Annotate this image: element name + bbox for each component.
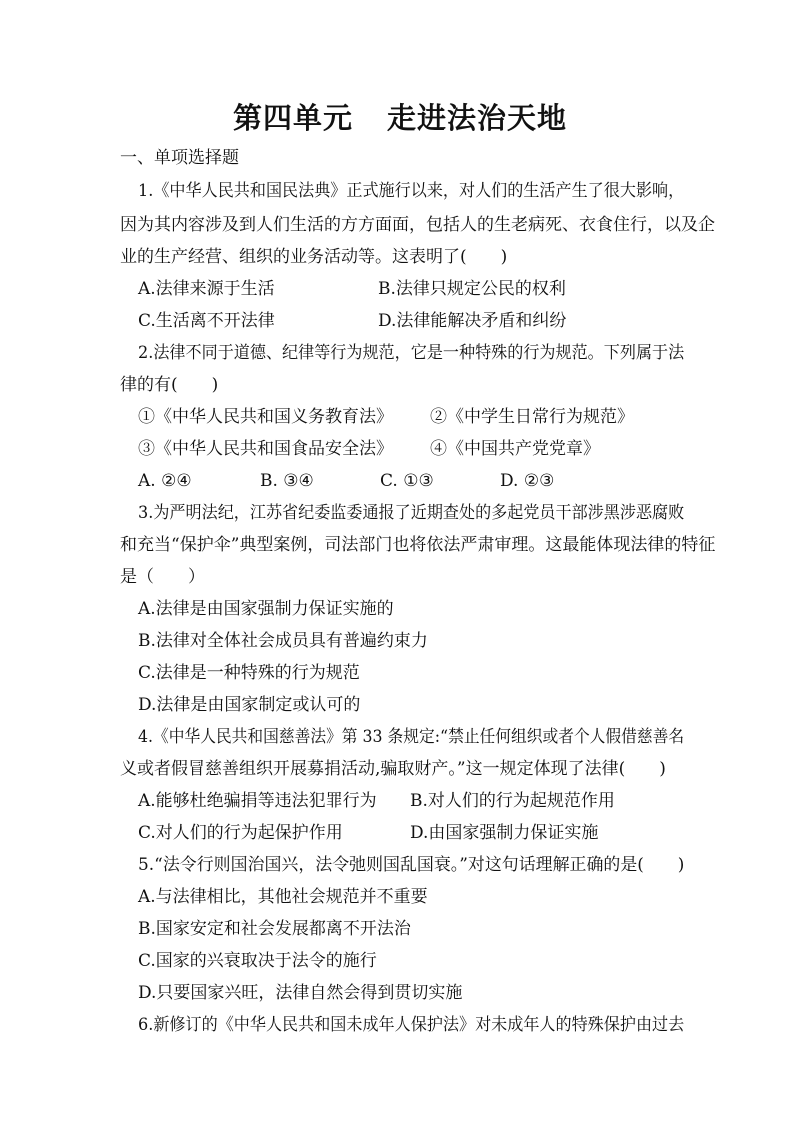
question-5-option-c: C.国家的兴衰取决于法令的施行 bbox=[138, 951, 377, 971]
question-1-line-1: 1.《中华人民共和国民法典》正式施行以来，对人们的生活产生了很大影响， bbox=[138, 181, 685, 201]
page-title: 第四单元 走进法治天地 bbox=[232, 101, 568, 135]
question-5-option-b: B.国家安定和社会发展都离不开法治 bbox=[138, 919, 411, 939]
question-2-item-4: ④《中国共产党党章》 bbox=[430, 439, 600, 459]
question-6-line-1: 6.新修订的《中华人民共和国未成年人保护法》对未成年人的特殊保护由过去 bbox=[138, 1015, 685, 1035]
question-3-option-d: D.法律是由国家制定或认可的 bbox=[138, 695, 361, 715]
question-4-option-a: A.能够杜绝骗捐等违法犯罪行为 bbox=[138, 791, 377, 811]
question-2-line-2: 律的有( ) bbox=[120, 375, 219, 395]
question-3-line-3: 是（ ） bbox=[120, 567, 205, 587]
section-heading: 一、单项选择题 bbox=[120, 148, 239, 168]
question-3-line-1: 3.为严明法纪，江苏省纪委监委通报了近期查处的多起党员干部涉黑涉恶腐败 bbox=[138, 503, 685, 523]
question-1-option-d: D.法律能解决矛盾和纠纷 bbox=[378, 311, 567, 331]
question-2-option-c: C. ①③ bbox=[380, 471, 434, 491]
question-3-option-c: C.法律是一种特殊的行为规范 bbox=[138, 663, 360, 683]
question-2-option-a: A. ②④ bbox=[138, 471, 192, 491]
question-1-line-2: 因为其内容涉及到人们生活的方方面面，包括人的生老病死、衣食住行，以及企 bbox=[120, 215, 715, 235]
question-3-option-a: A.法律是由国家强制力保证实施的 bbox=[138, 599, 394, 619]
question-4-option-b: B.对人们的行为起规范作用 bbox=[410, 791, 615, 811]
question-5-option-d: D.只要国家兴旺，法律自然会得到贯切实施 bbox=[138, 983, 463, 1003]
question-2-item-2: ②《中学生日常行为规范》 bbox=[430, 407, 634, 427]
question-3-line-2: 和充当“保护伞”典型案例，司法部门也将依法严肃审理。这最能体现法律的特征 bbox=[120, 535, 716, 555]
question-5-option-a: A.与法律相比，其他社会规范并不重要 bbox=[138, 887, 428, 907]
question-2-option-d: D. ②③ bbox=[500, 471, 555, 491]
question-5-line-1: 5.“法令行则国治国兴，法令弛则国乱国衰。”对这句话理解正确的是( ) bbox=[138, 855, 685, 875]
question-1-option-a: A.法律来源于生活 bbox=[138, 279, 275, 299]
question-1-option-c: C.生活离不开法律 bbox=[138, 311, 275, 331]
question-2-item-3: ③《中华人民共和国食品安全法》 bbox=[138, 439, 393, 459]
question-2-line-1: 2.法律不同于道德、纪律等行为规范，它是一种特殊的行为规范。下列属于法 bbox=[138, 343, 685, 363]
question-4-line-2: 义或者假冒慈善组织开展募捐活动,骗取财产。”这一规定体现了法律( ) bbox=[120, 759, 666, 779]
question-2-item-1: ①《中华人民共和国义务教育法》 bbox=[138, 407, 393, 427]
question-1-line-3: 业的生产经营、组织的业务活动等。这表明了( ) bbox=[120, 247, 508, 267]
question-4-option-d: D.由国家强制力保证实施 bbox=[410, 823, 599, 843]
question-3-option-b: B.法律对全体社会成员具有普遍约束力 bbox=[138, 631, 428, 651]
question-4-line-1: 4.《中华人民共和国慈善法》第 33 条规定:“禁止任何组织或者个人假借慈善名 bbox=[138, 727, 685, 747]
question-2-option-b: B. ③④ bbox=[260, 471, 314, 491]
question-4-option-c: C.对人们的行为起保护作用 bbox=[138, 823, 343, 843]
question-1-option-b: B.法律只规定公民的权利 bbox=[378, 279, 566, 299]
